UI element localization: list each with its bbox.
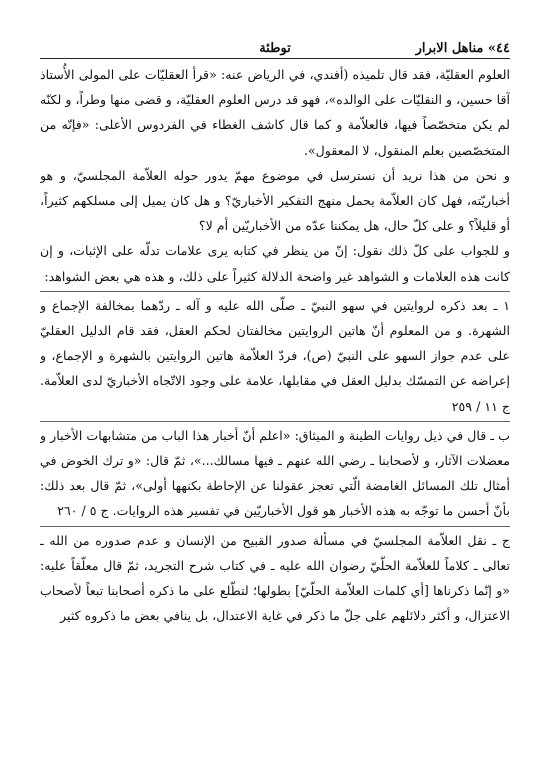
- paragraph: و نحن من هذا نريد أن نسترسل في موضوع مهمّ يدور حوله العلاّمة المجلسيّ، و هو أخباريّته، فهل كان العلاّمة يحمل منهج التفكير الأخباريّ؟ و هل كان يميل إلى مسلكهم كثيراً، أو قليلاً؟ و على كلّ حال، هل يمكننا عدّه من الأخباريّين أم لا؟: [40, 167, 510, 234]
- paragraph-divider: [40, 421, 510, 422]
- running-title: مناهل الابرار: [415, 41, 484, 56]
- page-number: ٤٤»: [487, 41, 510, 56]
- paragraph-divider: [40, 291, 510, 292]
- paragraph: و للجواب على كلّ ذلك نقول: إنّ من ينظر في كتابه يرى علامات تدلّه على الإثبات، و إن كانت هذه العلامات و الشواهد غير واضحة الدلالة كثيراً على ذلك، و هذه هي بعض الشواهد:: [40, 243, 510, 284]
- paragraph: ١ ـ بعد ذكره لروايتين في سهو النبيّ ـ صلّى الله عليه و آله ـ ردّهما بمخالفة الإجماع و الشهرة. و من المعلوم أنّ هاتين الروايتين مخالفتان لحكم العقل، فقد قام الدليل العقليّ على عدم جواز السهو على النبيّ (ص)، فردّ العلاّمة هاتين الروايتين بالشهرة و الإجماع، و إعراضه عن التمسّك بدليل العقل في مقابلها، علامة على وجود الاتّجاه الأخباريّ لدى العلاّمة. ج ١١ / ٢٥٩: [40, 297, 510, 414]
- page-body: [40, 62, 510, 761]
- paragraph-divider: [40, 526, 510, 527]
- running-title-group: [416, 41, 510, 56]
- header-rule: [40, 58, 510, 59]
- section-title: توطئة: [259, 41, 291, 56]
- page-header: [40, 30, 510, 56]
- paragraph: ب ـ قال في ذيل روايات الطينة و الميثاق: «اعلم أنّ أخبار هذا الباب من متشابهات الأخبار و معضلات الآثار، و لأصحابنا ـ رضي الله عنهم ـ فيها مسالك...»، ثمّ قال: «و ترك الخوض في أمثال تلك المسائل الغامضة الّتي تعجز عقولنا عن الإحاطة بكنهها أولى»، ثمّ قال بعد ذلك: بأنّ أحسن ما توجّه به هذه الأخبار هو قول الأخباريّين في تفسير هذه الروايات. ج ٥ / ٢٦٠: [40, 427, 510, 519]
- paragraph: ج ـ نقل العلاّمة المجلسيّ في مسألة صدور القبيح من الإنسان و عدم صدوره من الله ـ تعالى ـ كلاماً للعلاّمة الحلّيّ رضوان الله عليه ـ في كتاب شرح التجريد، ثمّ قال معلّقاً عليه: «و إنّما ذكرناها [أي كلمات العلاّمة الحلّيّ] بطولها؛ لتطّلع على ما ذكره أصحابنا تبعاً لأصحاب الاعتزال، و أكثر دلائلهم على جلّ ما ذكر في غاية الاعتدال، بل ينافي بعض ما ذكروه كثير: [40, 532, 510, 624]
- paragraph: العلوم العقليّة، فقد قال تلميذه (أفندي، في الرياض عنه: «قرأ العقليّات على المولى الأُستاذ آقا حسين، و النقليّات على الوالده»، فهو قد درس العلوم العقليّة، و قضى منها وطراً، و لكنّه لم يكن متخصّصاً فيها، فالعلاّمة و كما قال كاشف الغطاء في الفردوس الأعلى: «فإنّه من المتخصّصين بعلم المنقول، لا المعقول».: [40, 67, 510, 158]
